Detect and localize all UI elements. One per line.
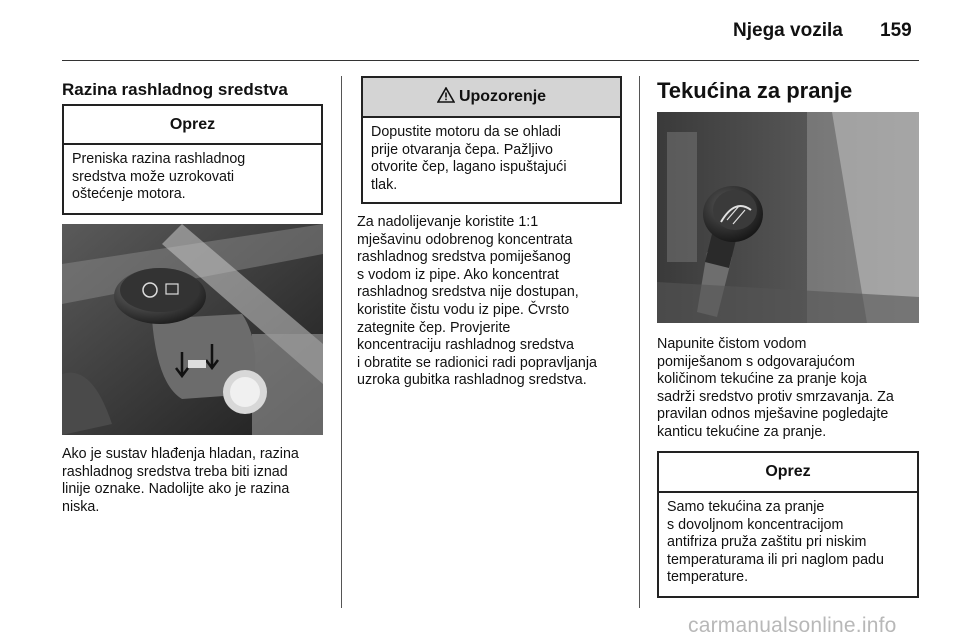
section-title-washer-fluid: Tekućina za pranje bbox=[657, 78, 853, 103]
warning-text: Dopustite motoru da se ohladi prije otvaranja čepa. Pažljivo otvorite čep, lagano ispuštajući tlak. bbox=[371, 124, 567, 193]
column-divider-left bbox=[341, 76, 342, 608]
coolant-reservoir-photo bbox=[62, 224, 323, 435]
caution-box-washer bbox=[657, 451, 919, 598]
warning-heading: Upozorenje bbox=[458, 88, 547, 105]
caution-heading-washer: Oprez bbox=[659, 453, 917, 493]
washer-body-text: Napunite čistom vodom pomiješanom s odgovarajućom količinom tekućine za pranje koja sadrži sredstvo protiv smrzavanja. Za pravilan odnos mješavine pogledajte kanticu tekućine za pranje. bbox=[657, 336, 894, 440]
page-number: 159 bbox=[880, 20, 912, 41]
warning-triangle-icon bbox=[437, 87, 455, 108]
header-divider bbox=[62, 60, 919, 61]
warning-box bbox=[361, 76, 622, 204]
washer-fluid-photo bbox=[657, 112, 919, 323]
section-title-coolant: Razina rashladnog sredstva bbox=[62, 80, 288, 99]
coolant-body-text: Ako je sustav hlađenja hladan, razina rashladnog sredstva treba biti iznad linije oznake. Nadolijte ako je razina niska. bbox=[62, 446, 299, 515]
warning-heading-row bbox=[363, 78, 620, 118]
running-header-title: Njega vozila bbox=[733, 20, 843, 41]
caution-text: Preniska razina rashladnog sredstva može uzrokovati oštećenje motora. bbox=[72, 151, 246, 203]
caution-box-coolant bbox=[62, 104, 323, 215]
watermark: carmanualsonline.info bbox=[688, 614, 897, 637]
caution-heading: Oprez bbox=[64, 106, 321, 145]
refill-body-text: Za nadolijevanje koristite 1:1 mješavinu odobrenog koncentrata rashladnog sredstva pomiješanog s vodom iz pipe. Ako koncentrat rashladnog sredstva nije dostupan, koristite čistu vodu iz pipe. Čvrsto zategnite čep. Provjerite koncentraciju rashladnog sredstva i obratite se radionici radi popravljanja uzroka gubitka rashladnog sredstva. bbox=[357, 214, 598, 389]
caution-text-washer: Samo tekućina za pranje s dovoljnom koncentracijom antifriza pruža zaštitu pri niskim temperaturama ili pri naglom padu temperature. bbox=[667, 499, 884, 586]
column-divider-right bbox=[639, 76, 640, 608]
